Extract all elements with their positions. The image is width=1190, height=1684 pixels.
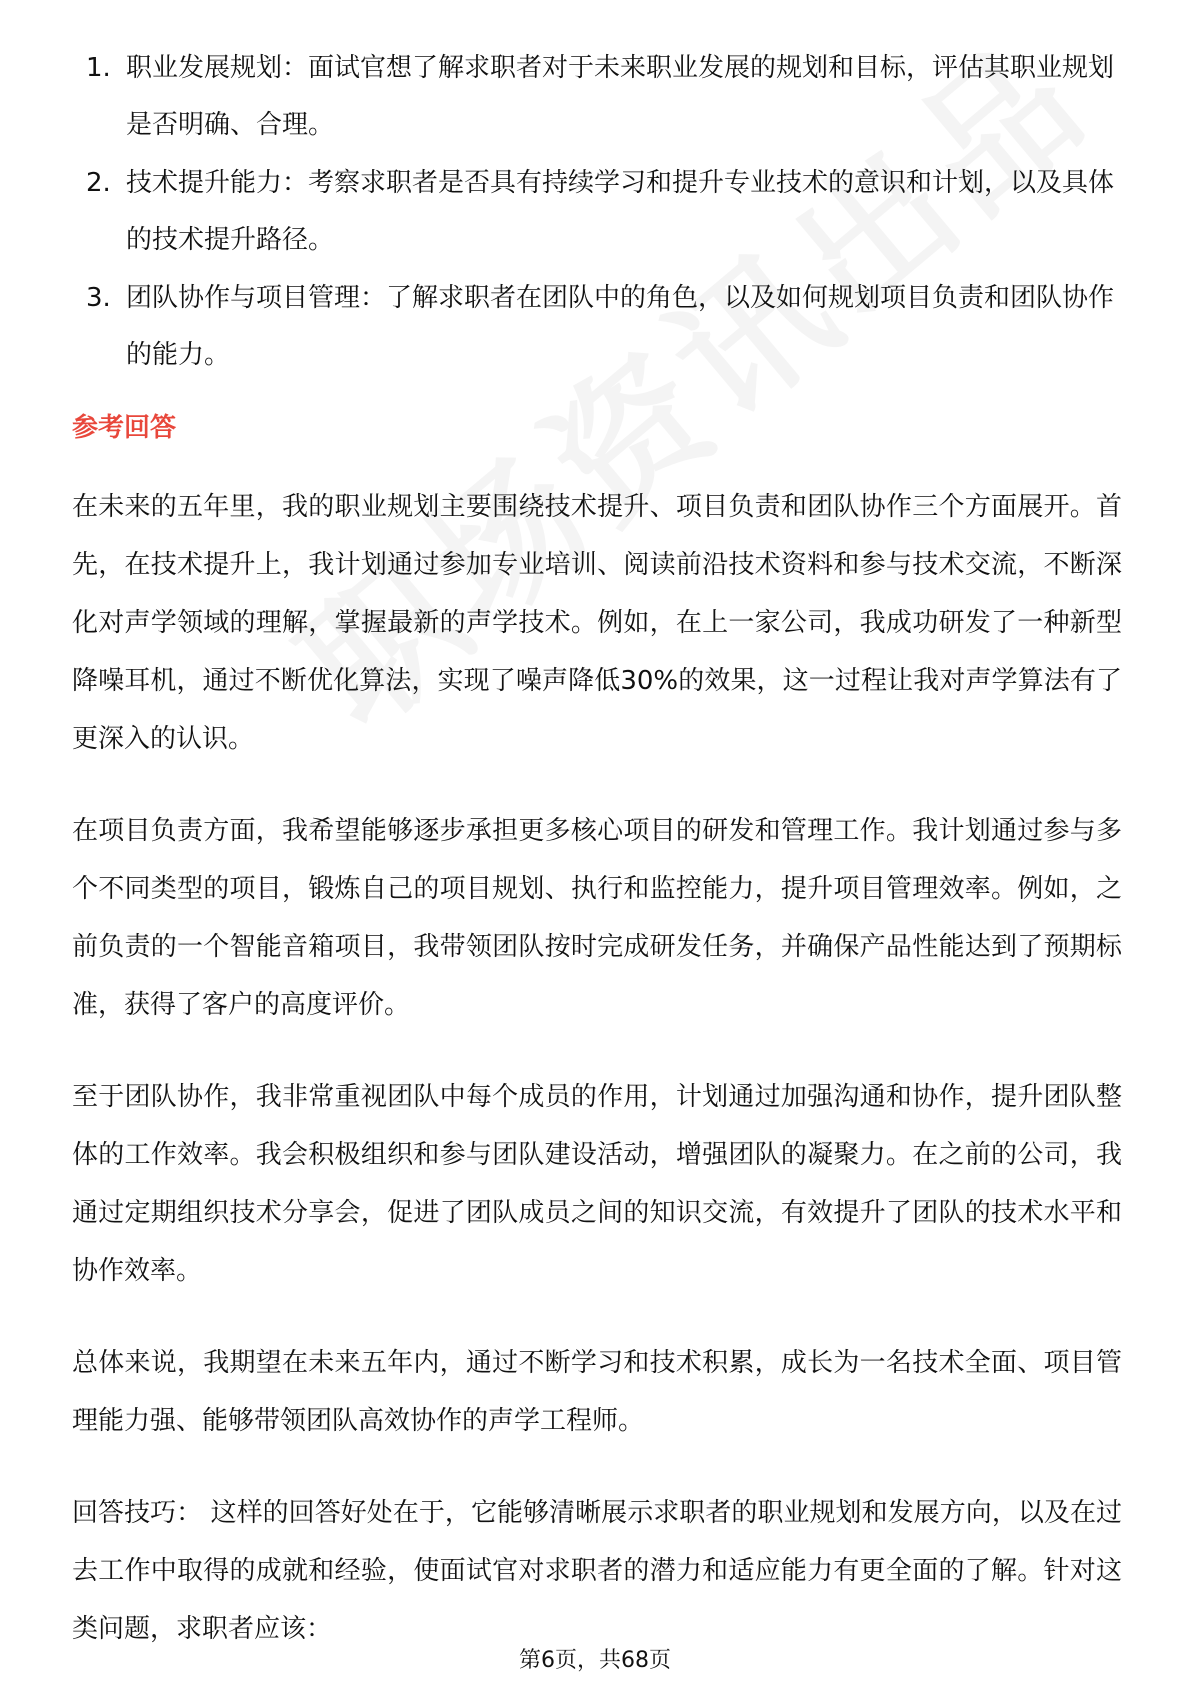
answer-paragraph: 在未来的五年里，我的职业规划主要围绕技术提升、项目负责和团队协作三个方面展开。首先，在技术提升上，我计划通过参加专业培训、阅读前沿技术资料和参与技术交流，不断深化对声学领域的理解，掌握最新的声学技术。例如，在上一家公司，我成功研发了一种新型降噪耳机，通过不断优化算法，实现了噪声降低30%的效果，这一过程让我对声学算法有了更深入的认识。: [72, 492, 1122, 754]
list-item-text: 技术提升能力：考察求职者是否具有持续学习和提升专业技术的意识和计划，以及具体的技术提升路径。: [126, 168, 1115, 255]
list-item-text: 职业发展规划：面试官想了解求职者对于未来职业发展的规划和目标，评估其职业规划是否明确、合理。: [126, 53, 1115, 140]
section-heading: 参考回答: [72, 413, 177, 443]
list-item: [72, 40, 1122, 154]
list-item-text: 团队协作与项目管理：了解求职者在团队中的角色，以及如何规划项目负责和团队协作的能力。: [126, 283, 1115, 370]
list-number: 1.: [86, 53, 111, 83]
list-number: 3.: [86, 283, 111, 313]
page-number-footer: 第6页，共68页: [519, 1648, 671, 1673]
question-points-list: [72, 40, 1122, 385]
answer-paragraph: 至于团队协作，我非常重视团队中每个成员的作用，计划通过加强沟通和协作，提升团队整体的工作效率。我会积极组织和参与团队建设活动，增强团队的凝聚力。在之前的公司，我通过定期组织技术分享会，促进了团队成员之间的知识交流，有效提升了团队的技术水平和协作效率。: [72, 1082, 1122, 1286]
answer-paragraph: 在项目负责方面，我希望能够逐步承担更多核心项目的研发和管理工作。我计划通过参与多个不同类型的项目，锻炼自己的项目规划、执行和监控能力，提升项目管理效率。例如，之前负责的一个智能音箱项目，我带领团队按时完成研发任务，并确保产品性能达到了预期标准，获得了客户的高度评价。: [72, 816, 1122, 1020]
list-item: [72, 155, 1122, 269]
tips-paragraph: 回答技巧： 这样的回答好处在于，它能够清晰展示求职者的职业规划和发展方向，以及在过去工作中取得的成就和经验，使面试官对求职者的潜力和适应能力有更全面的了解。针对这类问题，求职者应该：: [72, 1498, 1122, 1644]
list-item: [72, 270, 1122, 384]
answer-paragraph: 总体来说，我期望在未来五年内，通过不断学习和技术积累，成长为一名技术全面、项目管理能力强、能够带领团队高效协作的声学工程师。: [72, 1348, 1122, 1436]
list-number: 2.: [86, 168, 111, 198]
